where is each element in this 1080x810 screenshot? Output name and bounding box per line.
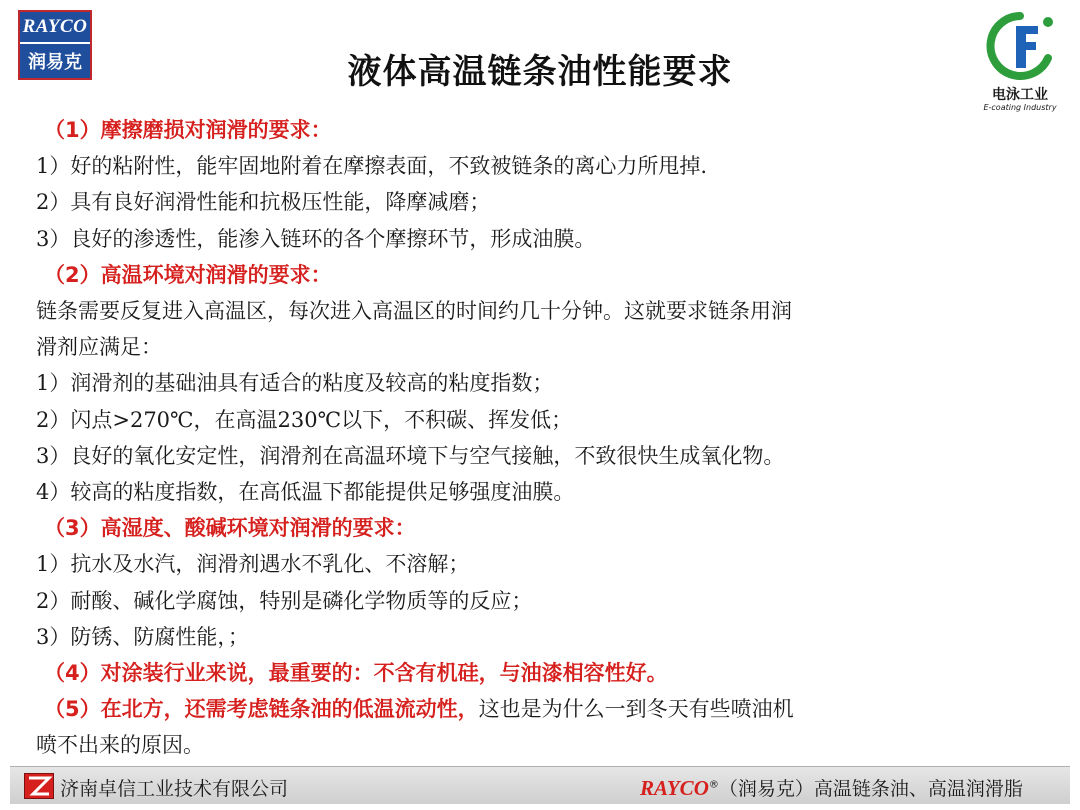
text-line: 喷不出来的原因。 (36, 733, 204, 758)
text-line: 1）抗水及水汽，润滑剂遇水不乳化、不溶解； (36, 552, 470, 577)
footer-brand-rest: （润易克）高温链条油、高温润滑脂 (718, 778, 1023, 800)
footer-brand (640, 774, 1023, 801)
page-title: 液体高温链条油性能要求 (347, 52, 733, 92)
text-line: 3）防锈、防腐性能，； (36, 624, 249, 649)
content-body (36, 112, 1056, 764)
footer-company: 济南卓信工业技术有限公司 (60, 778, 289, 800)
ecoating-logo-icon (986, 12, 1054, 82)
text-line: 滑剂应满足： (36, 335, 162, 360)
text-line: 3）良好的渗透性，能渗入链环的各个摩擦环节，形成油膜。 (36, 226, 596, 251)
text-line: 2）耐酸、碱化学腐蚀，特别是磷化学物质等的反应； (36, 588, 533, 613)
text-line: 3）良好的氧化安定性，润滑剂在高温环境下与空气接触，不致很快生成氧化物。 (36, 443, 785, 468)
section-heading: （1）摩擦磨损对润滑的要求： (44, 118, 332, 142)
section-heading: （4）对涂装行业来说，最重要的：不含有机硅，与油漆相容性好。 (44, 661, 668, 686)
mixed-line-normal: 这也是为什么一到冬天有些喷油机 (478, 697, 794, 722)
text-line: 2）闪点>270℃，在高温230℃以下，不积碳、挥发低； (36, 407, 573, 432)
text-line: 1）好的粘附性，能牢固地附着在摩擦表面，不致被链条的离心力所甩掉. (36, 154, 708, 179)
section-heading: （2）高温环境对润滑的要求： (44, 262, 332, 287)
section-heading: （3）高湿度、酸碱环境对润滑的要求： (44, 516, 416, 541)
text-line: 4）较高的粘度指数，在高低温下都能提供足够强度油膜。 (36, 480, 575, 505)
rayco-logo-text: RAYCO (20, 12, 90, 44)
footer-bar (10, 766, 1070, 804)
text-line: 1）润滑剂的基础油具有适合的粘度及较高的粘度指数； (36, 371, 554, 396)
mixed-line (36, 691, 1056, 727)
ecoating-logo-name: 电泳工业 (992, 87, 1048, 103)
mixed-line-red: （5）在北方，还需考虑链条油的低温流动性， (44, 697, 479, 722)
text-line: 链条需要反复进入高温区，每次进入高温区的时间约几十分钟。这就要求链条用润 (36, 299, 792, 324)
company-logo-icon (24, 773, 54, 799)
ecoating-logo (972, 10, 1068, 110)
rayco-logo-cn: 润易克 (28, 52, 82, 73)
text-line: 2）具有良好润滑性能和抗极压性能，降摩减磨； (36, 190, 491, 215)
footer-brand-rayco: RAYCO (640, 776, 709, 800)
footer-brand-reg: ® (708, 779, 719, 791)
ecoating-logo-sub: E-coating Industry (983, 103, 1057, 112)
